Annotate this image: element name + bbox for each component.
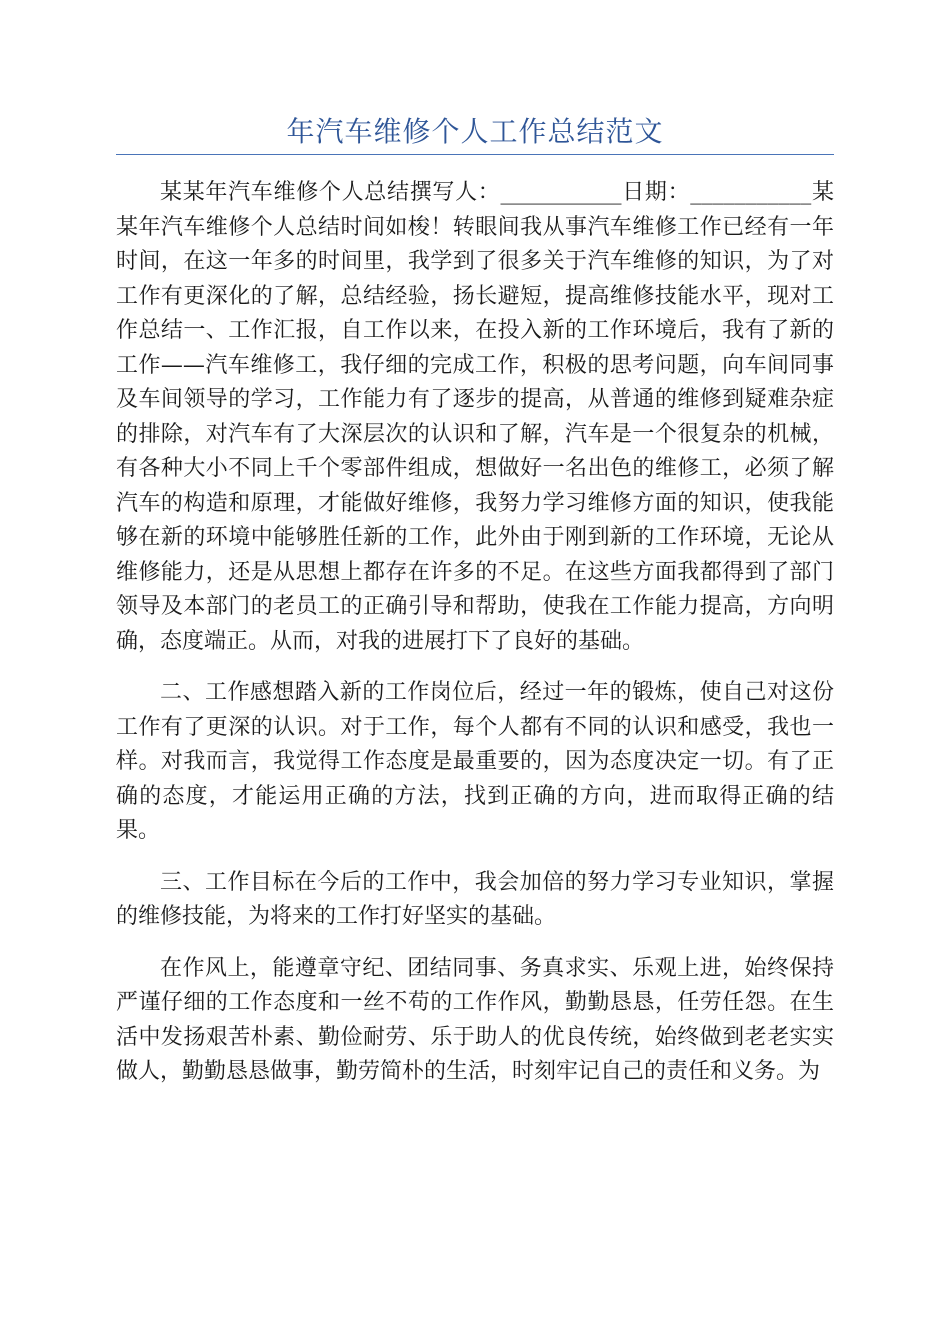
paragraph-4: 在作风上，能遵章守纪、团结同事、务真求实、乐观上进，始终保持严谨仔细的工作态度和一丝不苟的工作作风，勤勤恳恳，任劳任怨。在生活中发扬艰苦朴素、勤俭耐劳、乐于助人的优良传统，始终做到老老实实做人，勤勤恳恳做事，勤劳简朴的生活，时刻牢记自己的责任和义务。为: [116, 955, 834, 1084]
document-body: [116, 176, 834, 1107]
document-title: 年汽车维修个人工作总结范文: [286, 115, 664, 148]
title-underline: [116, 154, 834, 155]
paragraph-1: 某某年汽车维修个人总结撰写人：___________日期：___________某某年汽车维修个人总结时间如梭！转眼间我从事汽车维修工作已经有一年时间，在这一年多的时间里，我学到了很多关于汽车维修的知识，为了对工作有更深化的了解，总结经验，扬长避短，提高维修技能水平，现对工作总结一、工作汇报，自工作以来，在投入新的工作环境后，我有了新的工作——汽车维修工，我仔细的完成工作，积极的思考问题，向车间同事及车间领导的学习，工作能力有了逐步的提高，从普通的维修到疑难杂症的排除，对汽车有了大深层次的认识和了解，汽车是一个很复杂的机械，有各种大小不同上千个零部件组成，想做好一名出色的维修工，必须了解汽车的构造和原理，才能做好维修，我努力学习维修方面的知识，使我能够在新的环境中能够胜任新的工作，此外由于刚到新的工作环境，无论从维修能力，还是从思想上都存在许多的不足。在这些方面我都得到了部门领导及本部门的老员工的正确引导和帮助，使我在工作能力提高，方向明确，态度端正。从而，对我的进展打下了良好的基础。: [116, 180, 834, 654]
paragraph-2: 二、工作感想踏入新的工作岗位后，经过一年的锻炼，使自己对这份工作有了更深的认识。对于工作，每个人都有不同的认识和感受，我也一样。对我而言，我觉得工作态度是最重要的，因为态度决定一切。有了正确的态度，才能运用正确的方法，找到正确的方向，进而取得正确的结果。: [116, 680, 834, 843]
paragraph-3: 三、工作目标在今后的工作中，我会加倍的努力学习专业知识，掌握的维修技能，为将来的工作打好坚实的基础。: [116, 869, 834, 929]
